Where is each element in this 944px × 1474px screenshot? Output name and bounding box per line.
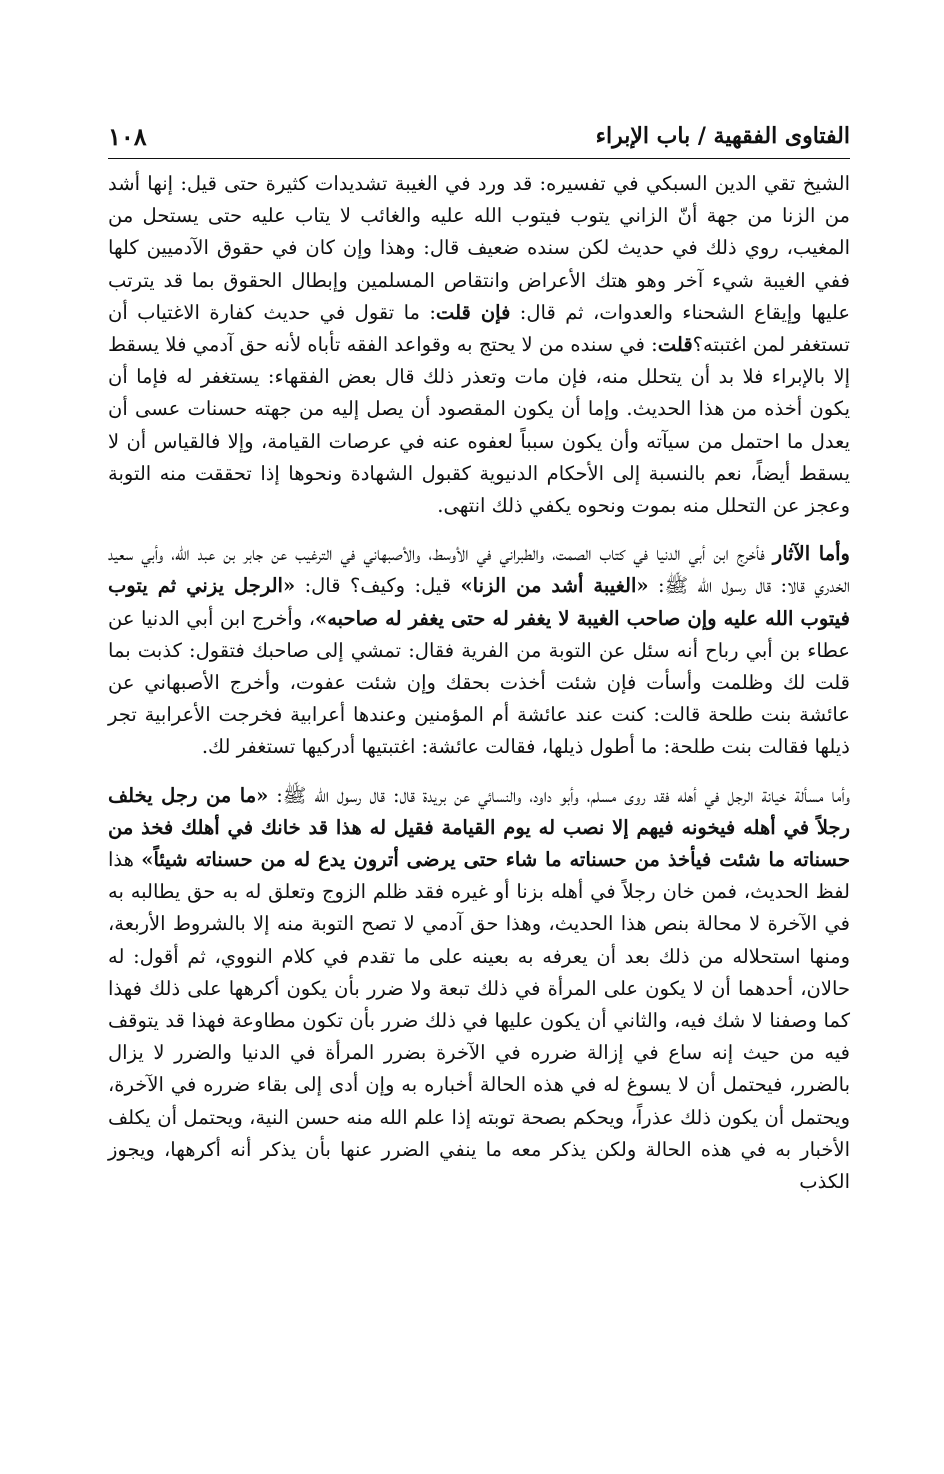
paragraph-khiyana bbox=[108, 780, 850, 1199]
text-run: هذا لفظ الحديث، فمن خان رجلاً في أهله بزنا أو غيره فقد ظلم الزوج وتعلق له به حق يطالبه به في الآخرة لا محالة بنص هذا الحديث، وهذا حق آدمي لا تصح التوبة منه إلا بالشروط الأربعة، ومنها استحلاله من ذلك بعد أن يعرفه به بعينه على ما تقدم في كلام النووي، ثم أقول: له حالان، أحدهما أن لا يكون على المرأة في ذلك تبعة ولا ضرر بأن يكون أكرهها على ذلك فهذا كما وصفنا لا شك فيه، والثاني أن يكون عليها في ذلك ضرر بأن تكون مطاوعة فهذا قد يتوقف فيه من حيث إنه ساع في إزالة ضرره في الآخرة بضرر المرأة في الدنيا والضرر لا يزال بالضرر، فيحتمل أن لا يسوغ له في هذه الحالة أخباره به وإن أدى إلى بقاء ضرره في الآخرة، ويحتمل أن يكون ذلك عذراً، ويحكم بصحة توبته إذا علم الله منه حسن النية، ويحتمل أن يكلف الأخبار به في هذه الحالة ولكن يذكر معه ما ينفي الضرر عنها بأن يذكر أنه أكرهها، ويجوز الكذب bbox=[108, 848, 850, 1194]
bold-run: وأما الآثار bbox=[772, 542, 850, 566]
body-text bbox=[108, 168, 850, 1198]
bold-run: «ما من رجل يخلف رجلاً في أهله فيخونه فيهم إلا نصب له يوم القيامة فقيل له هذا قد خانك في أهلك فخذ من حسناته ما شئت فيأخذ من حسناته ما شاء حتى يرضى أترون يدع له من حسناته شيئاً» bbox=[108, 783, 850, 872]
paragraph-subki-quote bbox=[108, 168, 850, 522]
header-rule bbox=[108, 158, 850, 159]
paragraph-gap bbox=[108, 764, 850, 780]
bold-run: قلت bbox=[657, 333, 693, 357]
bold-run: «الرجل يزني ثم يتوب فيتوب الله عليه وإن صاحب الغيبة لا يغفر له حتى يغفر له صاحبه» bbox=[108, 574, 850, 630]
text-run: وأما مسألة خيانة الرجل في أهله فقد روى مسلم، وأبو داود، والنسائي عن بريدة قال: قال رسول الله ﷺ: bbox=[268, 783, 850, 807]
text-run: : في سنده من لا يحتج به وقواعد الفقه تأباه لأنه حق آدمي فلا يسقط إلا بالإبراء فلا بد أن يتحلل منه، فإن مات وتعذر ذلك قال بعض الفقهاء: يستغفر له فإما أن يكون أخذه من هذا الحديث. وإما أن يكون المقصود أن يصل إليه من جهته حسنات عسى أن يعدل ما احتمل من سيآته وأن يكون سبباً لعفوه عنه في عرصات القيامة، وإلا فالقياس أن لا يسقط أيضاً، نعم بالنسبة إلى الأحكام الدنيوية كقبول الشهادة ونحوها إذا تحققت منه التوبة وعجز عن التحلل منه بموت ونحوه يكفي ذلك انتهى. bbox=[108, 333, 850, 518]
page-number: ١٠٨ bbox=[108, 121, 147, 151]
text-run: الشيخ تقي الدين السبكي في تفسيره: قد ورد في الغيبة تشديدات كثيرة حتى قيل: إنها أشد من الزنا من جهة أنّ الزاني يتوب فيتوب الله عليه والغائب لا يتاب عليه حتى يستحل من المغيب، روي ذلك في حديث لكن سنده ضعيف قال: وهذا وإن كان في حقوق الآدميين كلها ففي الغيبة شيء آخر وهو هتك الأعراض وانتقاص المسلمين وإبطال الحقوق بما قد يترتب عليها وإيقاع الشحناء والعدوات، ثم قال: bbox=[108, 172, 851, 324]
text-run: : ما تقول في حديث كفارة الاغتياب أن تستغفر لمن اغتبته؟ bbox=[108, 300, 850, 357]
text-run: فأخرج ابن أبي الدنيا في كتاب الصمت، والطبراني في الأوسط، والأصبهاني في الترغيب عن جابر بن عبد الله، وأبي سعيد الخدري قالا: قال رسول الله ﷺ: bbox=[108, 542, 851, 598]
bold-run: «الغيبة أشد من الزنا» bbox=[460, 574, 649, 598]
text-run: ، وأخرج ابن أبي الدنيا عن عطاء بن أبي رباح أنه سئل عن التوبة من الفرية فقال: تمشي إلى صاحبك فتقول: كذبت بما قلت لك وظلمت وأسأت فإن شئت أخذت بحقك وإن شئت عفوت، وأخرج الأصبهاني عن عائشة بنت طلحة قالت: كنت عند عائشة أم المؤمنين وعندها أعرابية فخرجت الأعرابية تجر ذيلها فقالت بنت طلحة: ما أطول ذيلها، فقالت عائشة: اغتبتيها أدركيها تستغفر لك. bbox=[108, 606, 850, 759]
running-title: الفتاوى الفقهية / باب الإبراء bbox=[595, 123, 850, 149]
paragraph-athar bbox=[108, 538, 850, 763]
text-run: قيل: وكيف؟ قال: bbox=[295, 574, 461, 598]
bold-run: فإن قلت bbox=[435, 300, 511, 324]
paragraph-gap bbox=[108, 522, 850, 538]
page-header bbox=[108, 118, 850, 154]
